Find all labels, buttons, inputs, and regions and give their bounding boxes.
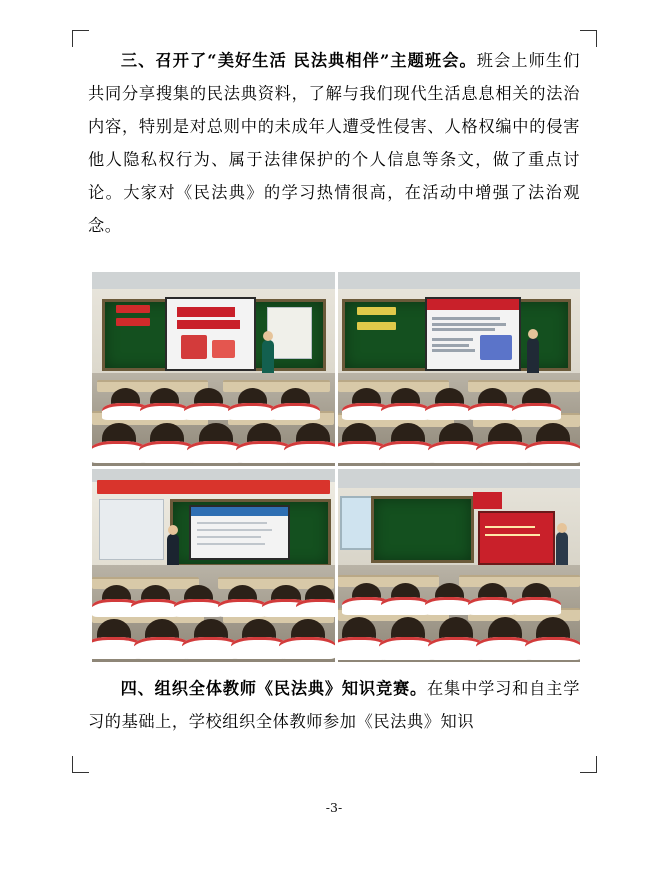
document-body-lower	[88, 672, 580, 738]
page-number: -3-	[325, 800, 343, 815]
paragraph-four	[88, 672, 580, 738]
photo-top-right	[338, 272, 581, 466]
photo-bottom-right	[338, 469, 581, 663]
crop-mark-top-left	[72, 30, 89, 47]
crop-mark-bottom-right	[580, 756, 597, 773]
crop-mark-top-right	[580, 30, 597, 47]
photo-bottom-left	[92, 469, 335, 663]
photo-grid	[92, 272, 580, 662]
paragraph-three	[88, 44, 580, 242]
paragraph-three-heading: 三、召开了“美好生活 民法典相伴”主题班会。	[120, 51, 477, 70]
document-body	[88, 44, 580, 242]
paragraph-three-text: 班会上师生们共同分享搜集的民法典资料，了解与我们现代生活息息相关的法治内容，特别是对总则中的未成年人遭受性侵害、人格权编中的侵害他人隐私权行为、属于法律保护的个人信息等条文，做了重点讨论。大家对《民法典》的学习热情很高，在活动中增强了法治观念。	[88, 51, 580, 235]
classroom-scene	[338, 469, 581, 663]
paragraph-four-text: 在集中学习和自主学习的基础上，学校组织全体教师参加《民法典》知识	[88, 679, 580, 731]
crop-mark-bottom-left	[72, 756, 89, 773]
paragraph-four-heading: 四、组织全体教师《民法典》知识竞赛。	[120, 679, 428, 698]
classroom-scene	[92, 469, 335, 663]
photo-top-left	[92, 272, 335, 466]
classroom-scene	[92, 272, 335, 466]
classroom-scene	[338, 272, 581, 466]
